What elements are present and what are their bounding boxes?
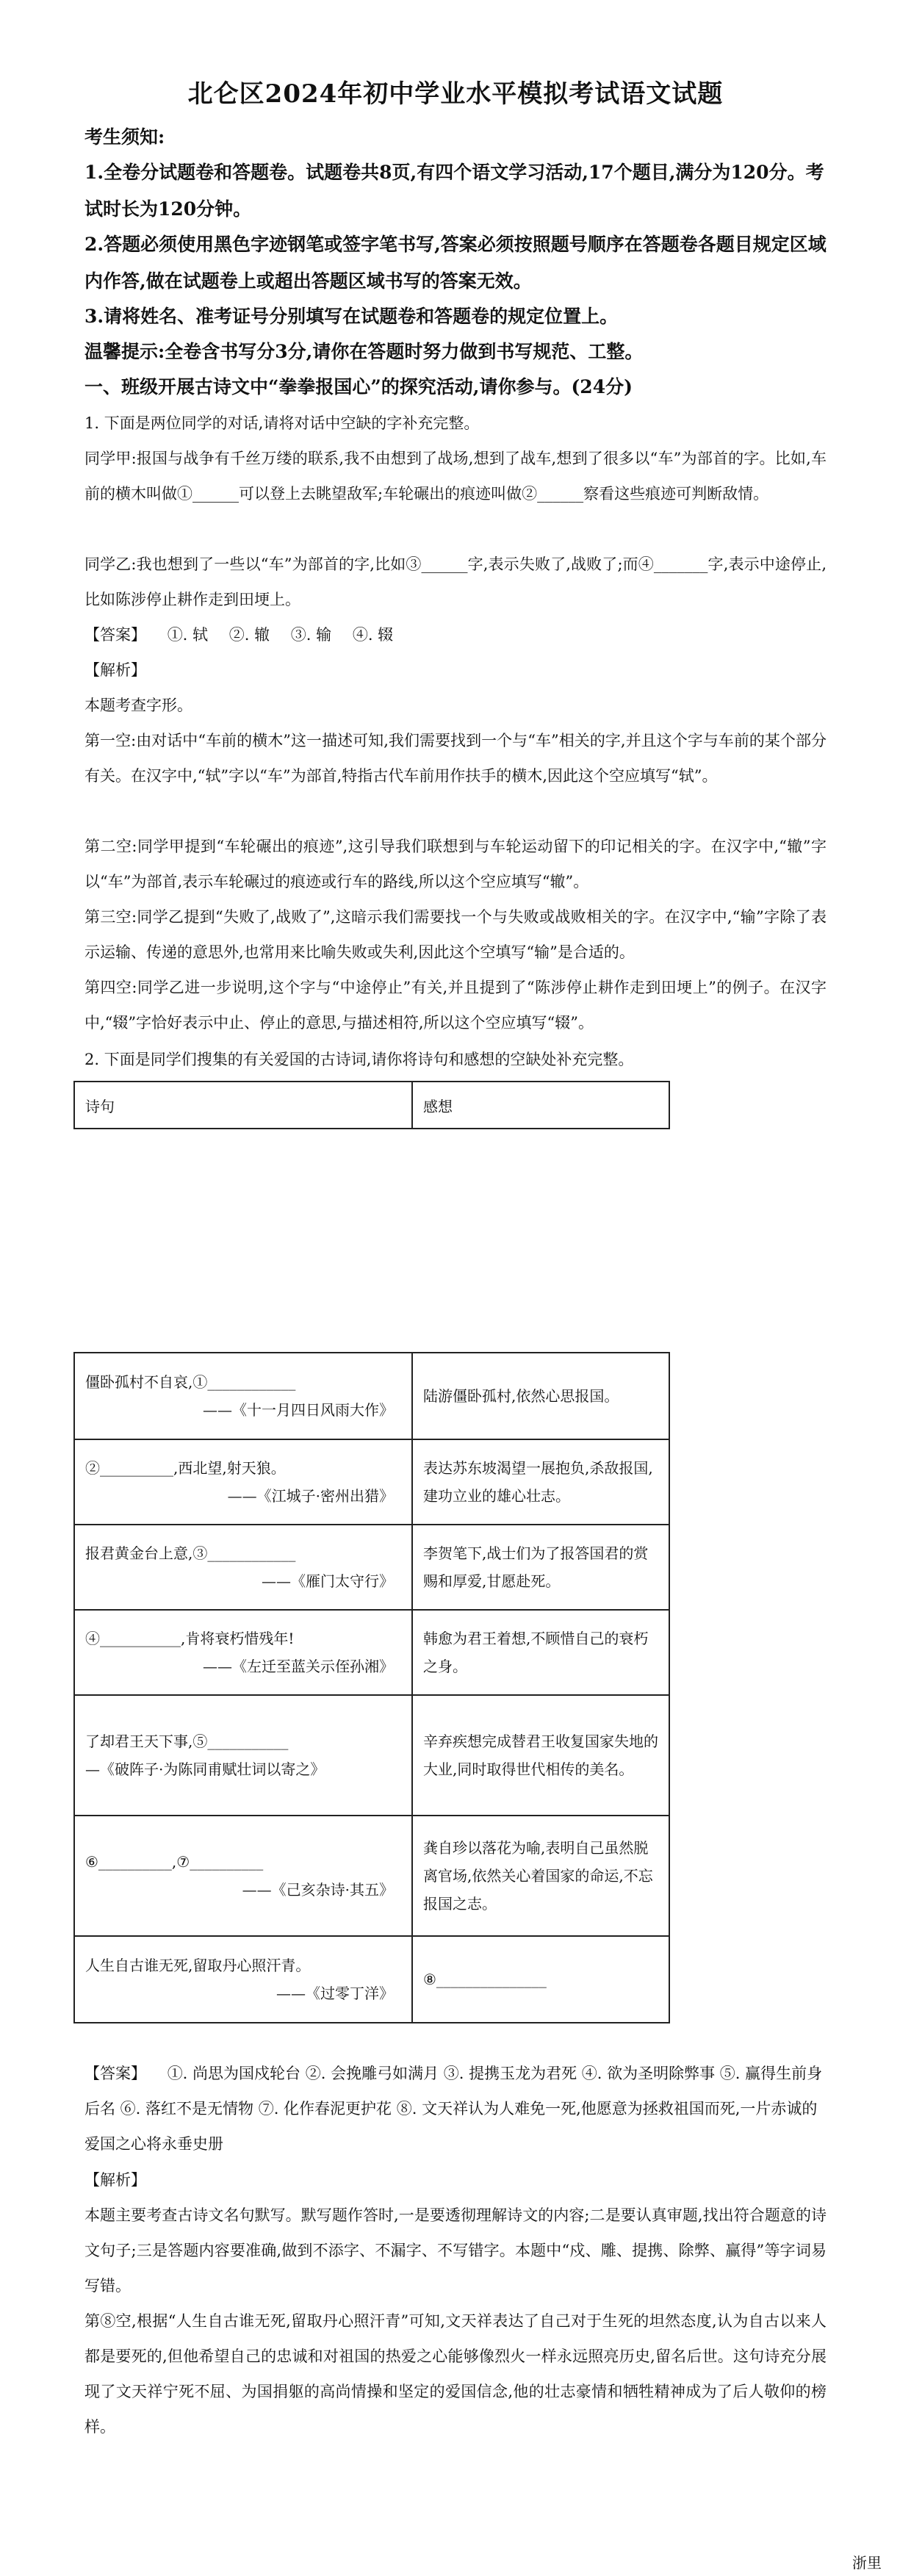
- q1-dialogue-b: 同学乙:我也想到了一些以“车”为部首的字,比如③______字,表示失败了,战败了;而④_______字,表示中途停止,比如陈涉停止耕作走到田埂上。: [84, 555, 827, 608]
- q1-dialogue-a: 同学甲:报国与战争有千丝万缕的联系,我不由想到了战场,想到了战车,想到了很多以“车”为部首的字。比如,车前的横木叫做①______可以登上去眺望敌军;车轮碾出的痕迹叫做②______察看这些痕迹可判断敌情。: [84, 450, 827, 503]
- poem-thought: 龚自珍以落花为喻,表明自己虽然脱离官场,依然关心着国家的命运,不忘报国之志。: [412, 1816, 669, 1936]
- poem-line: 了却君王天下事,⑤___________: [85, 1733, 289, 1750]
- header-thought: 感想: [412, 1082, 669, 1129]
- poem-table-header: [73, 1081, 670, 1129]
- q2-answer: [84, 2056, 827, 2162]
- poem-thought: ⑧_______________: [412, 1936, 669, 2023]
- poem-thought: 表达苏东坡渴望一展抱负,杀敌报国,建功立业的雄心壮志。: [412, 1439, 669, 1525]
- table-row: [74, 1816, 669, 1936]
- notice-item-3: 3.请将姓名、准考证号分别填写在试题卷和答题卷的规定位置上。: [84, 306, 619, 327]
- q2-analysis-0: 本题主要考查古诗文名句默写。默写题作答时,一是要透彻理解诗文的内容;二是要认真审题,找出符合题意的诗文句子;三是答题内容要准确,做到不添字、不漏字、不写错字。本题中“戍、雕、提携、除弊、赢得”等字词易写错。: [84, 2206, 827, 2295]
- answer-label: 【答案】: [84, 626, 146, 644]
- table-row: [74, 1525, 669, 1610]
- poem-table: [73, 1352, 670, 2023]
- table-row: [74, 1695, 669, 1816]
- poem-thought: 韩愈为君王着想,不顾惜自己的衰朽之身。: [412, 1610, 669, 1695]
- poem-line: 报君黄金台上意,③____________: [85, 1544, 296, 1562]
- poem-thought: 辛弃疾想完成替君王收复国家失地的大业,同时取得世代相传的美名。: [412, 1695, 669, 1816]
- poem-line: ④___________,肯将衰朽惜残年!: [85, 1630, 295, 1647]
- notice-tip: 温馨提示:全卷含书写分3分,请你在答题时努力做到书写规范、工整。: [84, 341, 644, 362]
- poem-thought: 李贺笔下,战士们为了报答国君的赏赐和厚爱,甘愿赴死。: [412, 1525, 669, 1610]
- q1-analysis-1: 第一空:由对话中“车前的横木”这一描述可知,我们需要找到一个与“车”相关的字,并且这个字与车前的某个部分有关。在汉字中,“轼”字以“车”为部首,特指古代车前用作扶手的横木,因此这个空应填写“轼”。: [84, 732, 827, 785]
- poem-source: ——《江城子·密州出猎》: [227, 1487, 394, 1505]
- q2-stem: 2. 下面是同学们搜集的有关爱国的古诗词,请你将诗句和感想的空缺处补充完整。: [84, 1051, 634, 1068]
- poem-source: ——《雁门太守行》: [262, 1572, 394, 1590]
- poem-line: 人生自古谁无死,留取丹心照汗青。: [85, 1957, 311, 1974]
- table-row: [74, 1439, 669, 1525]
- analysis-label: 【解析】: [84, 2171, 146, 2189]
- poem-line: ⑥__________,⑦__________: [85, 1853, 264, 1871]
- q1-analysis-0: 本题考查字形。: [84, 697, 192, 714]
- poem-source: ——《己亥杂诗·其五》: [242, 1881, 394, 1899]
- analysis-label: 【解析】: [84, 661, 146, 679]
- poem-source: ——《左迁至蓝关示侄孙湘》: [203, 1658, 394, 1675]
- poem-source: —《破阵子·为陈同甫赋壮词以寄之》: [85, 1760, 325, 1778]
- q1-analysis-3: 第三空:同学乙提到“失败了,战败了”,这暗示我们需要找一个与失败或战败相关的字。在汉字中,“输”字除了表示运输、传递的意思外,也常用来比喻失败或失利,因此这个空填写“输”是合适的。: [84, 908, 827, 961]
- table-row: [74, 1353, 669, 1439]
- q1-analysis-2: 第二空:同学甲提到“车轮碾出的痕迹”,这引导我们联想到与车轮运动留下的印记相关的字。在汉字中,“辙”字以“车”为部首,表示车轮碾过的痕迹或行车的路线,所以这个空应填写“辙”。: [84, 838, 827, 891]
- answer-label: 【答案】: [84, 2065, 146, 2082]
- q1-stem: 1. 下面是两位同学的对话,请将对话中空缺的字补充完整。: [84, 414, 480, 432]
- table-row: [74, 1610, 669, 1695]
- notice-item-1: 1.全卷分试题卷和答题卷。试题卷共8页,有四个语文学习活动,17个题目,满分为120分。考试时长为120分钟。: [84, 162, 824, 220]
- footer-watermark: 浙里: [852, 2554, 882, 2572]
- q1-analysis-4: 第四空:同学乙进一步说明,这个字与“中途停止”有关,并且提到了“陈涉停止耕作走到田埂上”的例子。在汉字中,“辍”字恰好表示中止、停止的意思,与描述相符,所以这个空应填写“辍”。: [84, 979, 827, 1032]
- table-row: [74, 1936, 669, 2023]
- answer-item: ④. 辍: [352, 626, 394, 644]
- poem-source: ——《十一月四日风雨大作》: [203, 1401, 394, 1419]
- notice-item-2: 2.答题必须使用黑色字迹钢笔或签字笔书写,答案必须按照题号顺序在答题卷各题目规定区域内作答,做在试题卷上或超出答题区域书写的答案无效。: [84, 234, 827, 292]
- header-poem: 诗句: [74, 1082, 412, 1129]
- answer-item: ②. 辙: [228, 626, 270, 644]
- q1-answer: [84, 617, 827, 652]
- section-heading: 一、班级开展古诗文中“拳拳报国心”的探究活动,请你参与。(24分): [84, 376, 633, 397]
- poem-source: ——《过零丁洋》: [276, 1985, 394, 2002]
- poem-thought: 陆游僵卧孤村,依然心思报国。: [412, 1353, 669, 1439]
- poem-line: ②__________,西北望,射天狼。: [85, 1459, 286, 1477]
- page-title: 北仑区2024年初中学业水平模拟考试语文试题: [187, 79, 724, 109]
- answer-item: ③. 输: [290, 626, 332, 644]
- answer-item: ①. 轼: [167, 626, 209, 644]
- answer-text: ①. 尚思为国戍轮台 ②. 会挽雕弓如满月 ③. 提携玉龙为君死 ④. 欲为圣明除弊事 ⑤. 赢得生前身后名 ⑥. 落红不是无情物 ⑦. 化作春泥更护花 ⑧. 文天祥认为人难免一死,他愿意为拯救祖国而死,一片赤诚的爱国之心将永垂史册: [84, 2065, 823, 2153]
- poem-line: 僵卧孤村不自哀,①____________: [85, 1373, 296, 1391]
- notice-heading: 考生须知:: [84, 126, 165, 148]
- q2-analysis-1: 第⑧空,根据“人生自古谁无死,留取丹心照汗青”可知,文天祥表达了自己对于生死的坦然态度,认为自古以来人都是要死的,但他希望自己的忠诚和对祖国的热爱之心能够像烈火一样永远照亮历史,留名后世。这句诗充分展现了文天祥宁死不屈、为国捐躯的高尚情操和坚定的爱国信念,他的壮志豪情和牺牲精神成为了后人敬仰的榜样。: [84, 2312, 827, 2436]
